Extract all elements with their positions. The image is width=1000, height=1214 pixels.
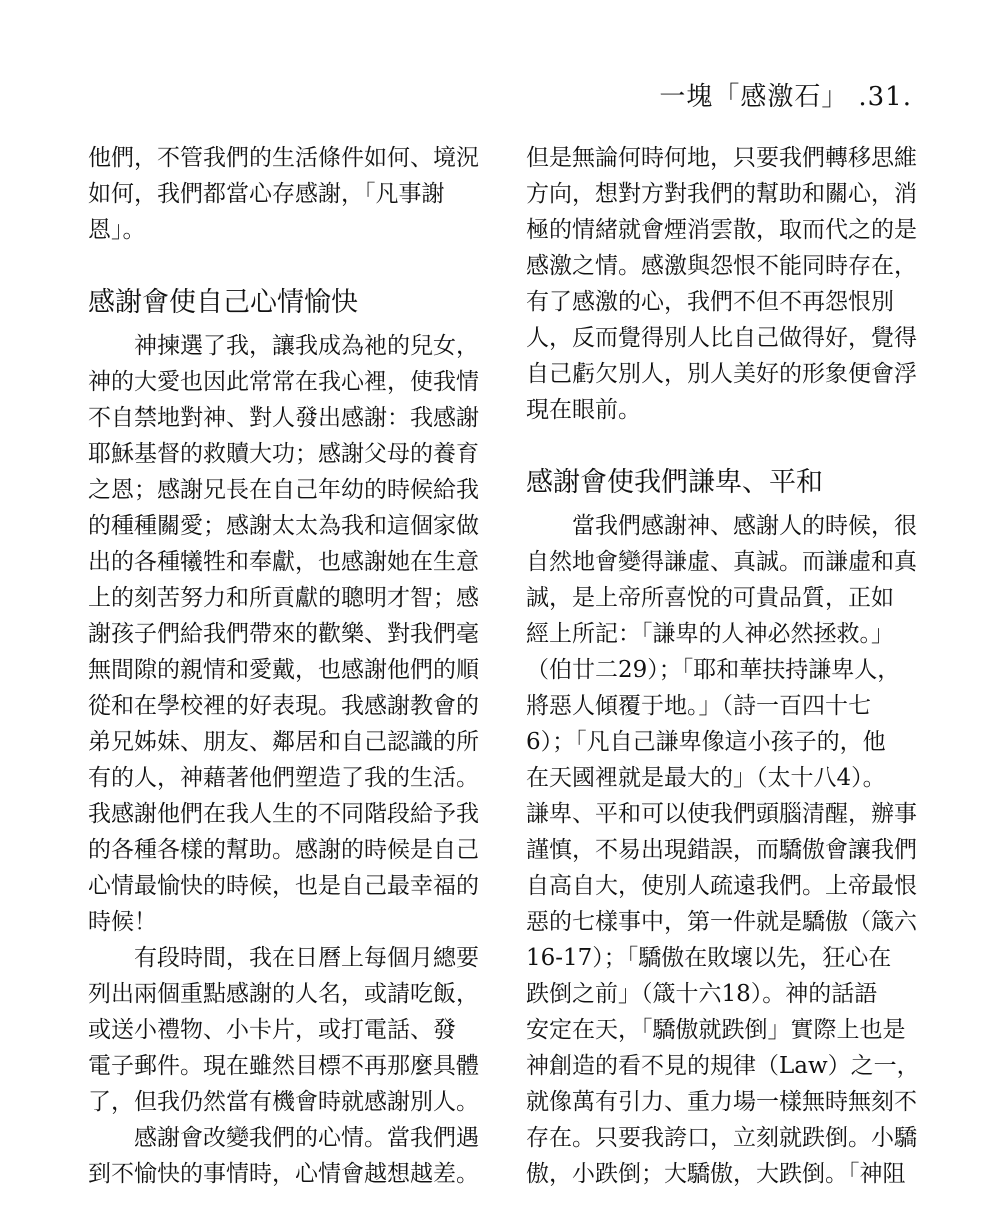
body-line: 謝孩子們給我們帶來的歡樂、對我們毫 xyxy=(88,621,479,647)
body-line: 經上所記：「謙卑的人神必然拯救。」 xyxy=(526,621,894,647)
running-title: 一塊「感激石」 xyxy=(659,82,849,112)
body-line: 上的刻苦努力和所貢獻的聰明才智；感 xyxy=(88,585,479,611)
body-line: 當我們感謝神、感謝人的時候，很 xyxy=(526,513,917,539)
body-line: 的各種各樣的幫助。感謝的時候是自己 xyxy=(88,837,479,863)
body-line: 自己虧欠別人，別人美好的形象便會浮 xyxy=(526,361,917,387)
body-line: 極的情緒就會煙消雲散，取而代之的是 xyxy=(526,217,917,243)
body-line: 感激之情。感激與怨恨不能同時存在， xyxy=(526,253,917,279)
body-line: 無間隙的親情和愛戴，也感謝他們的順 xyxy=(88,657,479,683)
body-line: 謙卑、平和可以使我們頭腦清醒，辦事 xyxy=(526,801,917,827)
body-line: 就像萬有引力、重力場一樣無時無刻不 xyxy=(526,1089,917,1115)
body-line: 心情最愉快的時候，也是自己最幸福的 xyxy=(88,873,479,899)
body-line: 或送小禮物、小卡片，或打電話、發 xyxy=(88,1017,456,1043)
body-line: 存在。只要我誇口，立刻就跌倒。小驕 xyxy=(526,1125,917,1151)
body-line: 有段時間，我在日曆上每個月總要 xyxy=(88,945,479,971)
running-header xyxy=(659,76,912,113)
left-column xyxy=(88,140,492,1192)
page-number: .31. xyxy=(858,82,912,112)
body-line: 謹慎，不易出現錯誤，而驕傲會讓我們 xyxy=(526,837,917,863)
body-line: 不自禁地對神、對人發出感謝：我感謝 xyxy=(88,405,479,431)
body-line: 時候！ xyxy=(88,909,157,935)
body-line: 6）；「凡自己謙卑像這小孩子的，他 xyxy=(526,729,886,755)
body-line: 安定在天，「驕傲就跌倒」實際上也是 xyxy=(526,1017,906,1043)
body-line: 將惡人傾覆于地。」（詩一百四十七 xyxy=(526,693,871,719)
right-column xyxy=(526,140,930,1192)
body-line: 恩」。 xyxy=(88,217,146,243)
body-line: 有了感激的心，我們不但不再怨恨別 xyxy=(526,289,894,315)
section-heading: 感謝會使我們謙卑、平和 xyxy=(526,467,823,498)
body-line: 之恩；感謝兄長在自己年幼的時候給我 xyxy=(88,477,479,503)
body-line: 列出兩個重點感謝的人名，或請吃飯， xyxy=(88,981,479,1007)
body-line: 如何，我們都當心存感謝，「凡事謝 xyxy=(88,181,445,207)
section-heading: 感謝會使自己心情愉快 xyxy=(88,287,358,318)
body-line: 他們，不管我們的生活條件如何、境況 xyxy=(88,145,479,171)
body-line: 耶穌基督的救贖大功；感謝父母的養育 xyxy=(88,441,479,467)
body-line: 神的大愛也因此常常在我心裡，使我情 xyxy=(88,369,479,395)
body-line: 但是無論何時何地，只要我們轉移思維 xyxy=(526,145,917,171)
body-line: 我感謝他們在我人生的不同階段給予我 xyxy=(88,801,479,827)
body-line: 誠，是上帝所喜悅的可貴品質，正如 xyxy=(526,585,894,611)
body-line: 電子郵件。現在雖然目標不再那麼具體 xyxy=(88,1053,479,1079)
body-line: 現在眼前。 xyxy=(526,397,641,423)
body-line: 了，但我仍然當有機會時就感謝別人。 xyxy=(88,1089,479,1115)
body-line: 到不愉快的事情時，心情會越想越差。 xyxy=(88,1161,479,1187)
body-line: 出的各種犧牲和奉獻，也感謝她在生意 xyxy=(88,549,479,575)
body-line: 在天國裡就是最大的」（太十八4）。 xyxy=(526,765,886,791)
body-line: 方向，想對方對我們的幫助和關心，消 xyxy=(526,181,917,207)
body-line: 從和在學校裡的好表現。我感謝教會的 xyxy=(88,693,479,719)
body-line: 16-17）；「驕傲在敗壞以先，狂心在 xyxy=(526,945,892,971)
body-line: 人，反而覺得別人比自己做得好，覺得 xyxy=(526,325,917,351)
body-line: 惡的七樣事中，第一件就是驕傲（箴六 xyxy=(526,909,917,935)
body-line: （伯廿二29）；「耶和華扶持謙卑人， xyxy=(526,657,901,683)
body-line: 弟兄姊妹、朋友、鄰居和自己認識的所 xyxy=(88,729,479,755)
body-line: 的種種關愛；感謝太太為我和這個家做 xyxy=(88,513,479,539)
body-line: 傲，小跌倒；大驕傲，大跌倒。「神阻 xyxy=(526,1161,906,1187)
body-line: 自然地會變得謙虛、真誠。而謙虛和真 xyxy=(526,549,917,575)
body-line: 神創造的看不見的規律（Law）之一， xyxy=(526,1053,920,1079)
body-line: 神揀選了我，讓我成為祂的兒女， xyxy=(88,333,479,359)
body-line: 感謝會改變我們的心情。當我們遇 xyxy=(88,1125,479,1151)
body-line: 有的人，神藉著他們塑造了我的生活。 xyxy=(88,765,479,791)
body-line: 跌倒之前」（箴十六18）。神的話語 xyxy=(526,981,878,1007)
body-line: 自高自大，使別人疏遠我們。上帝最恨 xyxy=(526,873,917,899)
